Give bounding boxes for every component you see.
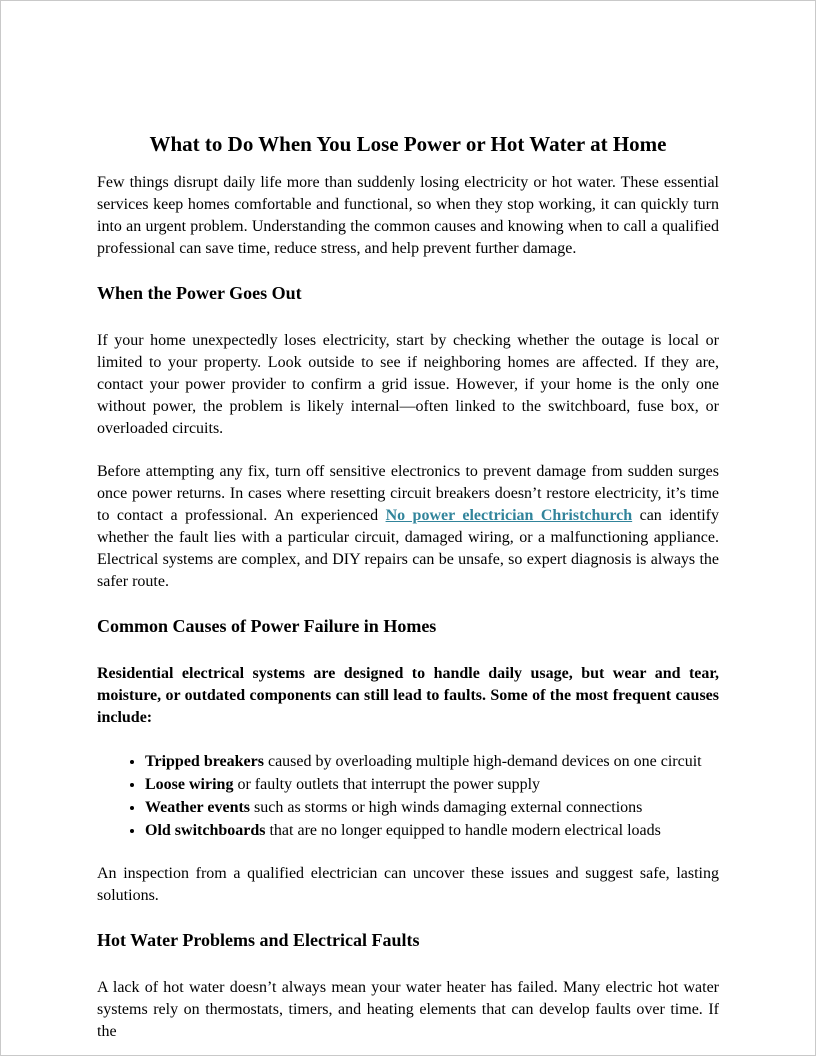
section-heading-power-goes-out: When the Power Goes Out (97, 283, 302, 303)
power-out-paragraph-2 (97, 461, 719, 593)
bullet-lead-text: Tripped breakers (145, 753, 264, 770)
list-item-weather-events (145, 796, 719, 819)
no-power-electrician-link[interactable]: No power electrician Christchurch (385, 507, 633, 524)
bullet-rest-text: such as storms or high winds damaging external connections (250, 799, 643, 816)
list-item-loose-wiring (145, 773, 719, 796)
paragraph-text-before-link: Before attempting any fix, turn off sensitive electronics to prevent damage from sudden surges once power returns. In cases where resetting circuit breakers doesn’t restore electricity, it’s time to contact a professional. An experienced (97, 463, 719, 524)
hot-water-paragraph: A lack of hot water doesn’t always mean your water heater has failed. Many electric hot water systems rely on thermostats, timers, and heating elements that can develop faults over time. If the (97, 979, 719, 1040)
power-out-paragraph-1: If your home unexpectedly loses electricity, start by checking whether the outage is local or limited to your property. Look outside to see if neighboring homes are affected. If they are, contact your power provider to confirm a grid issue. However, if your home is the only one without power, the problem is likely internal—often linked to the switchboard, fuse box, or overloaded circuits. (97, 332, 719, 437)
list-item-old-switchboards (145, 819, 719, 842)
causes-intro-bold-paragraph: Residential electrical systems are designed to handle daily usage, but wear and tear, moisture, or outdated components can still lead to faults. Some of the most frequent causes include: (97, 665, 719, 726)
bullet-rest-text: caused by overloading multiple high-demand devices on one circuit (263, 753, 702, 770)
document-title: What to Do When You Lose Power or Hot Water at Home (149, 132, 667, 156)
bullet-lead-text: Loose wiring (145, 776, 234, 793)
bullet-rest-text: or faulty outlets that interrupt the power supply (233, 776, 541, 793)
list-item-tripped-breakers (145, 750, 719, 773)
causes-outro-paragraph: An inspection from a qualified electrician can uncover these issues and suggest safe, lasting solutions. (97, 865, 719, 904)
section-heading-hot-water: Hot Water Problems and Electrical Faults (97, 930, 420, 950)
bullet-lead-text: Old switchboards (145, 822, 266, 839)
paragraph-text-after-link: can identify whether the fault lies with a particular circuit, damaged wiring, or a malfunctioning appliance. Electrical systems are complex, and DIY repairs can be unsafe, so expert diagnosis is always the safer route. (97, 507, 720, 590)
causes-bullet-list (97, 750, 719, 842)
bullet-lead-text: Weather events (145, 799, 251, 816)
intro-paragraph: Few things disrupt daily life more than suddenly losing electricity or hot water. These essential services keep homes comfortable and functional, so when they stop working, it can quickly turn into an urgent problem. Understanding the common causes and knowing when to call a qualified professional can save time, reduce stress, and help prevent further damage. (97, 174, 719, 257)
section-heading-common-causes: Common Causes of Power Failure in Homes (97, 616, 437, 636)
bullet-rest-text: that are no longer equipped to handle modern electrical loads (265, 822, 661, 839)
